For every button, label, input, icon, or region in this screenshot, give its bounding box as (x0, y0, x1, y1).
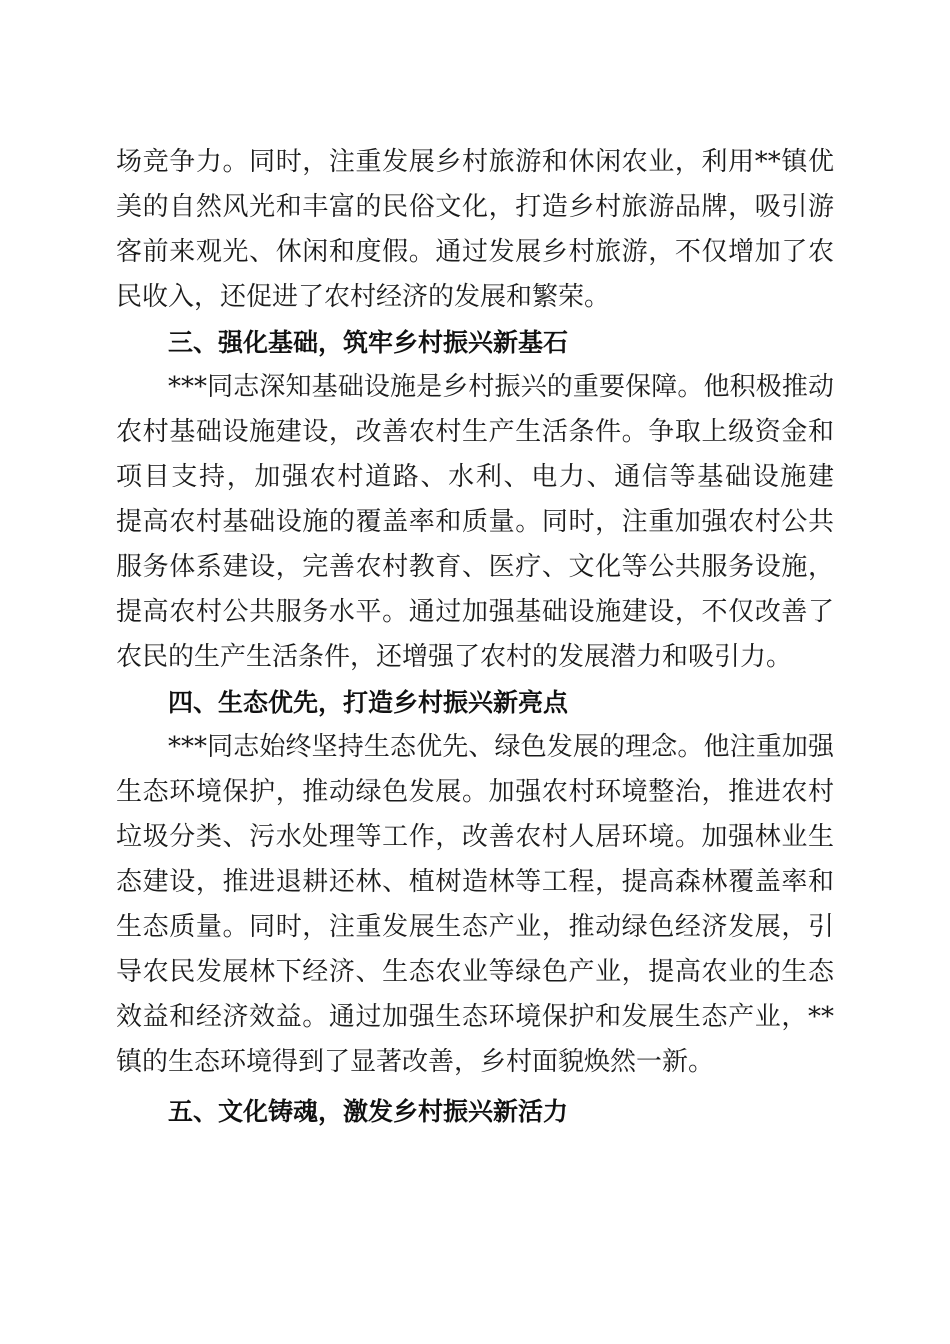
text-line: 镇的生态环境得到了显著改善，乡村面貌焕然一新。 (116, 1047, 715, 1077)
text-line: 提高农村基础设施的覆盖率和质量。同时，注重加强农村公共 (116, 507, 834, 537)
text-line: ***同志深知基础设施是乡村振兴的重要保障。他积极推动 (168, 372, 834, 402)
text-line: 垃圾分类、污水处理等工作，改善农村人居环境。加强林业生 (116, 822, 834, 852)
text-line: ***同志始终坚持生态优先、绿色发展的理念。他注重加强 (168, 732, 834, 762)
text-line: 态建设，推进退耕还林、植树造林等工程，提高森林覆盖率和 (116, 867, 834, 897)
text-line: 生态质量。同时，注重发展生态产业，推动绿色经济发展，引 (116, 912, 834, 942)
section-heading-4: 四、生态优先，打造乡村振兴新亮点 (168, 688, 569, 717)
document-page (116, 140, 834, 1134)
text-line: 导农民发展林下经济、生态农业等绿色产业，提高农业的生态 (116, 957, 834, 987)
text-line: 民收入，还促进了农村经济的发展和繁荣。 (116, 282, 611, 312)
paragraph-infrastructure (116, 365, 834, 680)
text-line: 场竞争力。同时，注重发展乡村旅游和休闲农业，利用**镇优 (116, 147, 834, 177)
text-line: 美的自然风光和丰富的民俗文化，打造乡村旅游品牌，吸引游 (116, 192, 834, 222)
text-line: 提高农村公共服务水平。通过加强基础设施建设，不仅改善了 (116, 597, 834, 627)
text-line: 农民的生产生活条件，还增强了农村的发展潜力和吸引力。 (116, 642, 793, 672)
paragraph-tourism (116, 140, 834, 320)
text-line: 效益和经济效益。通过加强生态环境保护和发展生态产业，** (116, 1002, 834, 1032)
text-line: 项目支持，加强农村道路、水利、电力、通信等基础设施建 (116, 462, 834, 492)
text-line: 客前来观光、休闲和度假。通过发展乡村旅游，不仅增加了农 (116, 237, 834, 267)
paragraph-ecology (116, 725, 834, 1085)
section-heading-5: 五、文化铸魂，激发乡村振兴新活力 (168, 1097, 569, 1126)
text-line: 生态环境保护，推动绿色发展。加强农村环境整治，推进农村 (116, 777, 834, 807)
text-line: 农村基础设施建设，改善农村生产生活条件。争取上级资金和 (116, 417, 834, 447)
section-heading-3: 三、强化基础，筑牢乡村振兴新基石 (168, 328, 569, 357)
text-line: 服务体系建设，完善农村教育、医疗、文化等公共服务设施， (116, 552, 834, 582)
